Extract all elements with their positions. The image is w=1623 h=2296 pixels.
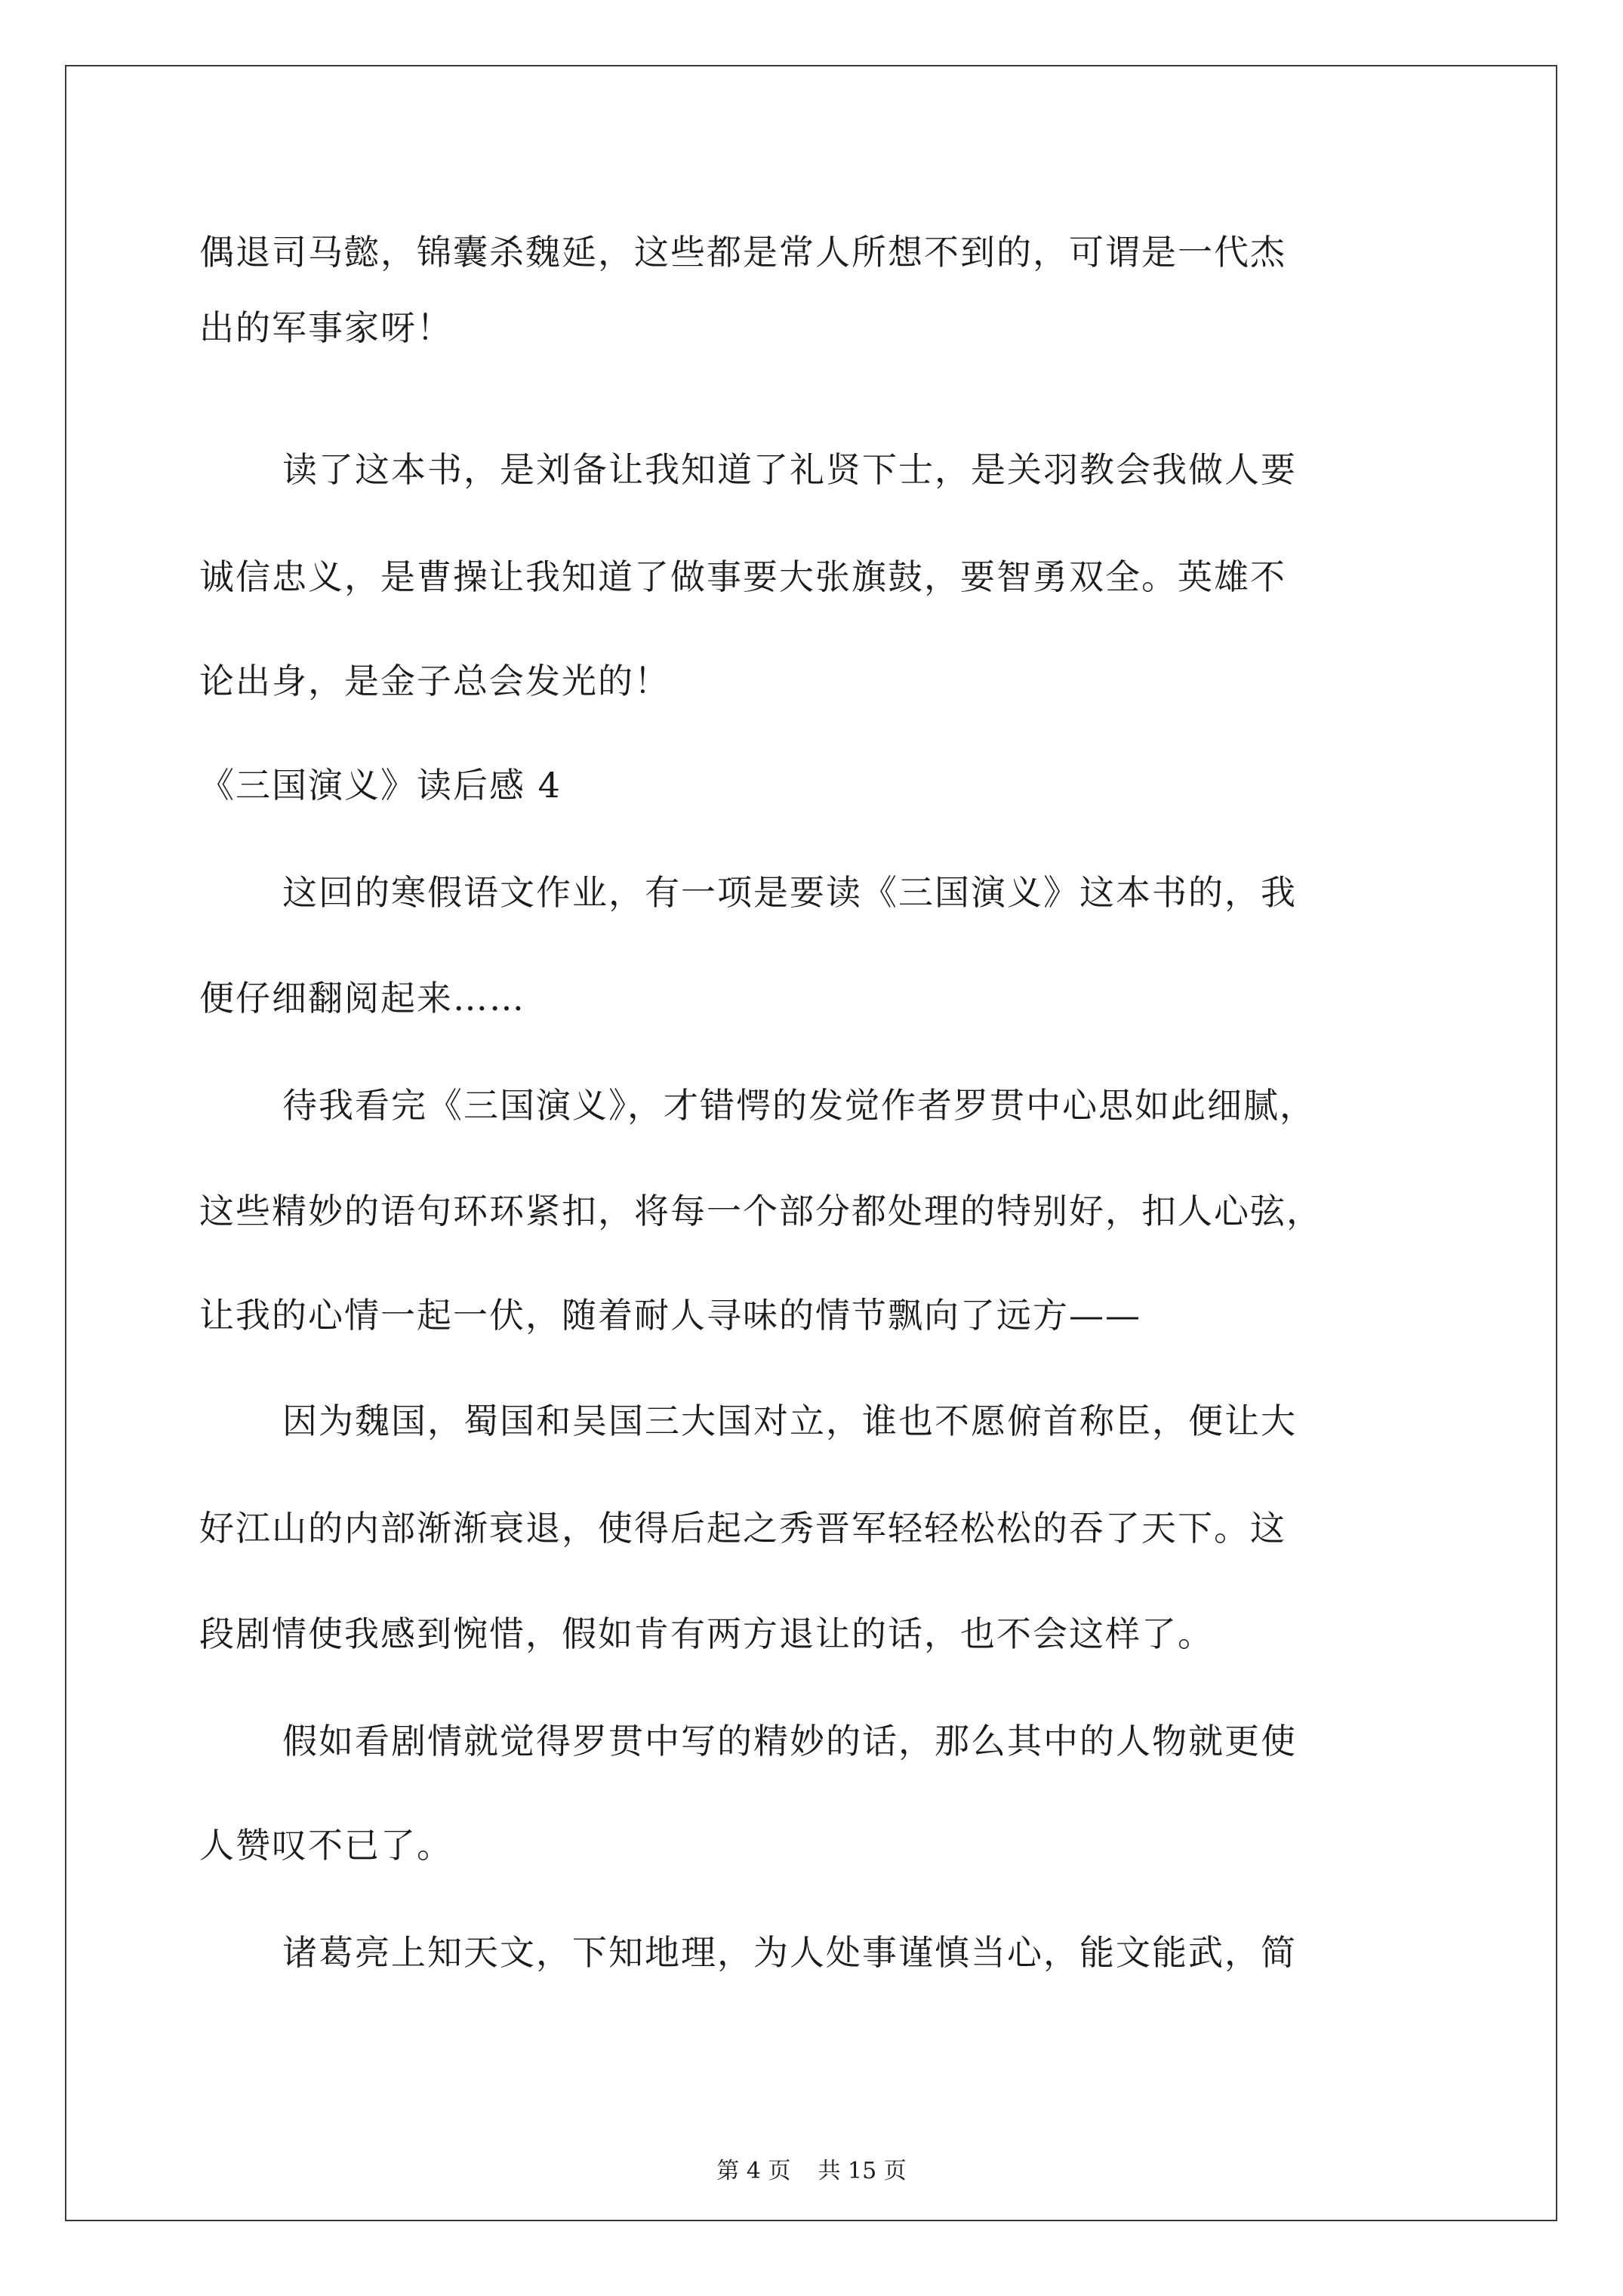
page-footer: [0, 2156, 1623, 2187]
text-line: 假如看剧情就觉得罗贯中写的精妙的话，那么其中的人物就更使: [282, 1721, 1297, 1761]
text-line: 这回的寒假语文作业，有一项是要读《三国演义》这本书的，我: [282, 872, 1297, 913]
text-line: 段剧情使我感到惋惜，假如肯有两方退让的话，也不会这样了。: [199, 1613, 1214, 1654]
text-line: 偶退司马懿，锦囊杀魏延，这些都是常人所想不到的，可谓是一代杰: [199, 232, 1286, 273]
text-line: 待我看完《三国演义》，才错愕的发觉作者罗贯中心思如此细腻，: [282, 1085, 1316, 1126]
text-line: 诸葛亮上知天文，下知地理，为人处事谨慎当心，能文能武，简: [282, 1932, 1297, 1973]
text-line: 论出身，是金子总会发光的！: [199, 661, 670, 701]
text-line: 这些精妙的语句环环紧扣，将每一个部分都处理的特别好，扣人心弦，: [199, 1191, 1323, 1231]
text-line: 人赞叹不已了。: [199, 1825, 453, 1866]
text-line: 让我的心情一起一伏，随着耐人寻味的情节飘向了远方——: [199, 1295, 1141, 1336]
page-number: 第 4 页: [716, 2158, 791, 2184]
text-line: 因为魏国，蜀国和吴国三大国对立，谁也不愿俯首称臣，便让大: [282, 1401, 1297, 1441]
page-border: [65, 65, 1557, 2221]
section-heading: 《三国演义》读后感 4: [199, 765, 562, 806]
total-pages: 共 15 页: [818, 2158, 907, 2184]
text-line: 好江山的内部渐渐衰退，使得后起之秀晋军轻轻松松的吞了天下。这: [199, 1508, 1286, 1549]
text-line: 出的军事家呀！: [199, 307, 453, 348]
text-line: 诚信忠义，是曹操让我知道了做事要大张旗鼓，要智勇双全。英雄不: [199, 556, 1286, 597]
text-line: 读了这本书，是刘备让我知道了礼贤下士，是关羽教会我做人要: [282, 449, 1297, 490]
text-line: 便仔细翻阅起来……: [199, 978, 525, 1019]
